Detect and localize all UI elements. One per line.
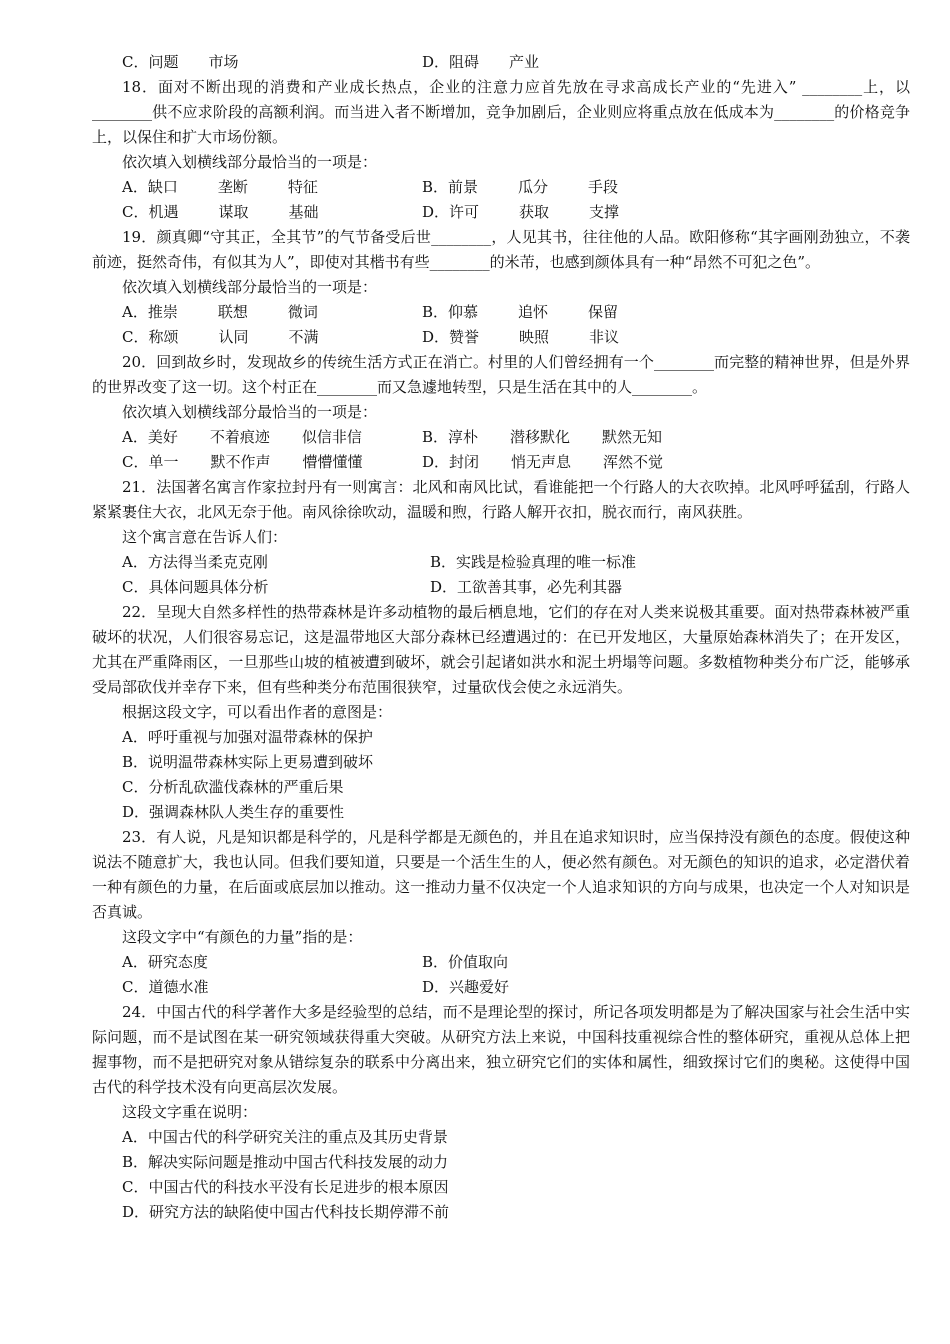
- q19-c-word2: 认同: [218, 328, 249, 346]
- q18-prompt: 依次填入划横线部分最恰当的一项是：: [122, 153, 378, 171]
- q24-option-b[interactable]: B．解决实际问题是推动中国古代科技发展的动力: [122, 1153, 449, 1171]
- q18-a-word2: 垄断: [217, 178, 248, 196]
- q20-a-word2: 不着痕迹: [209, 428, 270, 446]
- q22-option-a[interactable]: A．呼吁重视与加强对温带森林的保护: [122, 728, 373, 746]
- q20-c-word2: 默不作声: [210, 453, 271, 471]
- q21-option-b[interactable]: B．实践是检验真理的唯一标准: [430, 553, 637, 571]
- q22-option-c[interactable]: C．分析乱砍滥伐森林的严重后果: [122, 778, 344, 796]
- q18-b-word1: B．前景: [422, 178, 479, 196]
- q21-option-d[interactable]: D．工欲善其事，必先利其器: [430, 578, 623, 596]
- q22-option-d[interactable]: D．强调森林队人类生存的重要性: [122, 803, 345, 821]
- q23-option-c[interactable]: C．道德水准: [122, 978, 209, 996]
- q19-a-word3: 微词: [287, 303, 318, 321]
- q19-a-word1: A．推崇: [122, 303, 178, 321]
- q18-option-a[interactable]: [92, 175, 318, 200]
- q20-option-a[interactable]: [92, 425, 362, 450]
- q20-c-word1: C．单一: [122, 453, 179, 471]
- q17-options-row-cd: [92, 50, 910, 75]
- q21-option-a[interactable]: A．方法得当柔克克刚: [122, 553, 268, 571]
- q18-d-word3: 支撑: [589, 203, 620, 221]
- q18-option-d[interactable]: [422, 200, 619, 225]
- q20-d-word3: 浑然不觉: [603, 453, 664, 471]
- q23-stem: 23．有人说，凡是知识都是科学的，凡是科学都是无颜色的，并且在追求知识时，应当保持没有颜色的态度。假使这种说法不随意扩大，我也认同。但我们要知道，只要是一个活生生的人，便必然有颜色。对无颜色的知识的追求，必定潜伏着一种有颜色的力量，在后面或底层加以推动。这一推动力量不仅决定一个人追求知识的方向与成果，也决定一个人对知识是否真诚。: [92, 828, 910, 921]
- q20-d-word1: D．封闭: [422, 453, 480, 471]
- q19-c-word3: 不满: [288, 328, 319, 346]
- q21-stem: 21．法国著名寓言作家拉封丹有一则寓言：北风和南风比试，看谁能把一个行路人的大衣吹掉。北风呼呼猛刮，行路人紧紧裹住大衣，北风无奈于他。南风徐徐吹动，温暖和煦，行路人解开衣扣，脱衣而行，南风获胜。: [92, 478, 910, 521]
- q18-stem: 18．面对不断出现的消费和产业成长热点，企业的注意力应首先放在寻求高成长产业的“先进入” ________上，以________供不应求阶段的高额利润。而当进入者不断增加，竞争加剧后，企业则应将重点放在低成本为________的价格竞争上，以保住和扩大市场份额。: [92, 78, 910, 146]
- q21-options-row-cd: [92, 575, 910, 600]
- q18-b-word3: 手段: [588, 178, 619, 196]
- q20-b-word1: B．淳朴: [422, 428, 479, 446]
- q19-d-word3: 非议: [589, 328, 620, 346]
- q23-option-a[interactable]: A．研究态度: [122, 953, 208, 971]
- q23-options-row-ab: [92, 950, 910, 975]
- q18-c-word3: 基础: [288, 203, 319, 221]
- q18-b-word2: 瓜分: [518, 178, 549, 196]
- q20-option-d[interactable]: [422, 450, 663, 475]
- q17-option-d[interactable]: D．阻碍 产业: [422, 53, 540, 71]
- q18-a-word1: A．缺口: [122, 178, 178, 196]
- q20-a-word3: 似信非信: [301, 428, 362, 446]
- q19-option-a[interactable]: [92, 300, 318, 325]
- q17-option-c[interactable]: C．问题 市场: [122, 53, 239, 71]
- q23-options-row-cd: [92, 975, 910, 1000]
- q18-options-row-cd: [92, 200, 910, 225]
- q23-option-d[interactable]: D．兴趣爱好: [422, 978, 510, 996]
- q20-d-word2: 悄无声息: [511, 453, 572, 471]
- q18-option-b[interactable]: [422, 175, 618, 200]
- q20-option-c[interactable]: [92, 450, 363, 475]
- q18-option-c[interactable]: [92, 200, 319, 225]
- q19-stem: 19．颜真卿“守其正，全其节”的气节备受后世________，人见其书，往往他的人品。欧阳修称“其字画刚劲独立，不袭前迹，挺然奇伟，有似其为人”，即使对其楷书有些________的米芾，也感到颜体具有一种“昂然不可犯之色”。: [92, 228, 910, 271]
- q23-prompt: 这段文字中“有颜色的力量”指的是：: [122, 928, 363, 946]
- q19-b-word3: 保留: [588, 303, 619, 321]
- q24-option-a[interactable]: A．中国古代的科学研究关注的重点及其历史背景: [122, 1128, 448, 1146]
- q19-options-row-ab: [92, 300, 910, 325]
- q19-a-word2: 联想: [217, 303, 248, 321]
- q20-a-word1: A．美好: [122, 428, 178, 446]
- q19-b-word2: 追怀: [518, 303, 549, 321]
- q20-options-row-ab: [92, 425, 910, 450]
- q24-option-d[interactable]: D．研究方法的缺陷使中国古代科技长期停滞不前: [122, 1203, 450, 1221]
- q24-stem: 24．中国古代的科学著作大多是经验型的总结，而不是理论型的探讨，所记各项发明都是为了解决国家与社会生活中实际问题，而不是试图在某一研究领域获得重大突破。从研究方法上来说，中国科技重视综合性的整体研究，重视从总体上把握事物，而不是把研究对象从错综复杂的联系中分离出来，独立研究它们的实体和属性，细致探讨它们的奥秘。这使得中国古代的科学技术没有向更高层次发展。: [92, 1003, 910, 1096]
- q18-a-word3: 特征: [287, 178, 318, 196]
- q21-prompt: 这个寓言意在告诉人们：: [122, 528, 288, 546]
- q19-option-b[interactable]: [422, 300, 618, 325]
- q23-option-b[interactable]: B．价值取向: [422, 953, 509, 971]
- q20-stem: 20．回到故乡时，发现故乡的传统生活方式正在消亡。村里的人们曾经拥有一个________而完整的精神世界，但是外界的世界改变了这一切。这个村正在________而又急遽地转型，只是生活在其中的人________。: [92, 353, 910, 396]
- q18-options-row-ab: [92, 175, 910, 200]
- q24-prompt: 这段文字重在说明：: [122, 1103, 258, 1121]
- q20-option-b[interactable]: [422, 425, 662, 450]
- q19-option-d[interactable]: [422, 325, 619, 350]
- q18-d-word2: 获取: [519, 203, 550, 221]
- exam-page: [92, 50, 910, 1225]
- q19-option-c[interactable]: [92, 325, 319, 350]
- q22-prompt: 根据这段文字，可以看出作者的意图是：: [122, 703, 393, 721]
- q21-options-row-ab: [92, 550, 910, 575]
- q20-b-word2: 潜移默化: [510, 428, 571, 446]
- q19-d-word2: 映照: [519, 328, 550, 346]
- q20-b-word3: 默然无知: [602, 428, 663, 446]
- q20-options-row-cd: [92, 450, 910, 475]
- q21-option-c[interactable]: C．具体问题具体分析: [122, 578, 269, 596]
- q20-c-word3: 懵懵懂懂: [302, 453, 363, 471]
- q18-c-word1: C．机遇: [122, 203, 179, 221]
- q22-stem: 22．呈现大自然多样性的热带森林是许多动植物的最后栖息地，它们的存在对人类来说极其重要。面对热带森林被严重破坏的状况，人们很容易忘记，这是温带地区大部分森林已经遭遇过的：在已开发地区，大量原始森林消失了；在开发区，尤其在严重降雨区，一旦那些山坡的植被遭到破坏，就会引起诸如洪水和泥土坍塌等问题。多数植物种类分布广泛，能够承受局部砍伐并幸存下来，但有些种类分布范围很狭窄，过量砍伐会使之永远消失。: [92, 603, 910, 696]
- q22-option-b[interactable]: B．说明温带森林实际上更易遭到破坏: [122, 753, 374, 771]
- q19-prompt: 依次填入划横线部分最恰当的一项是：: [122, 278, 378, 296]
- q20-prompt: 依次填入划横线部分最恰当的一项是：: [122, 403, 378, 421]
- q19-b-word1: B．仰慕: [422, 303, 479, 321]
- q24-option-c[interactable]: C．中国古代的科技水平没有长足进步的根本原因: [122, 1178, 449, 1196]
- q19-d-word1: D．赞誉: [422, 328, 480, 346]
- q18-c-word2: 谋取: [218, 203, 249, 221]
- q19-c-word1: C．称颂: [122, 328, 179, 346]
- q18-d-word1: D．许可: [422, 203, 480, 221]
- q19-options-row-cd: [92, 325, 910, 350]
